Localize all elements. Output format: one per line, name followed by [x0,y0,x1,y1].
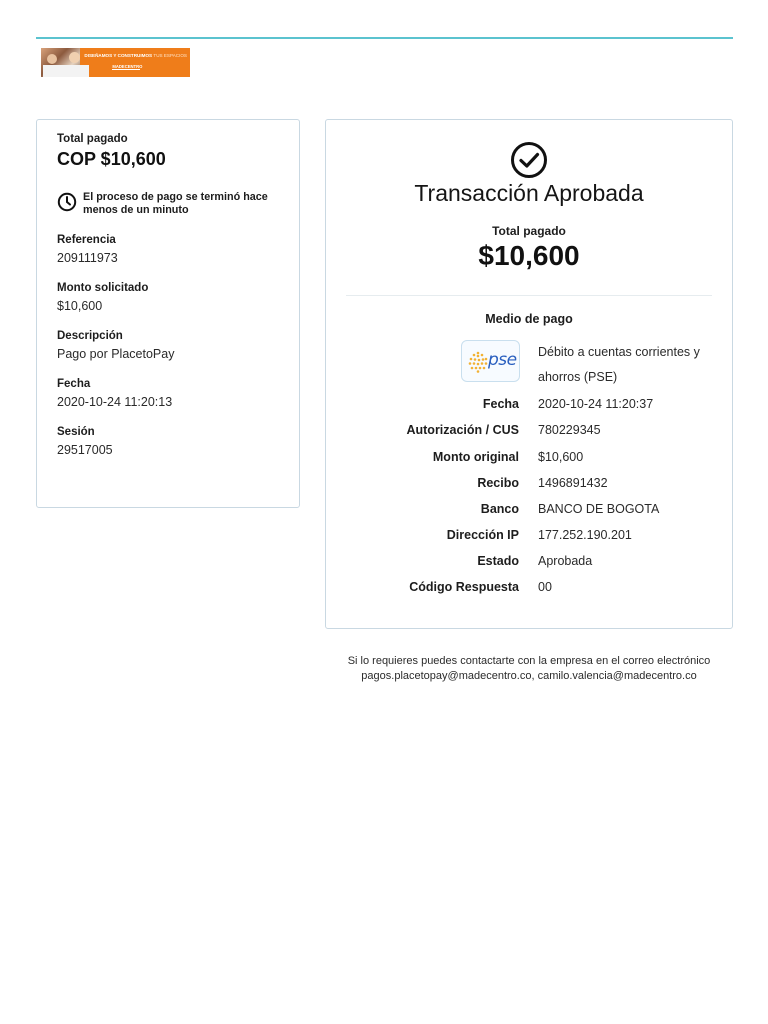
banner-headline: DISEÑAMOS Y CONSTRUIMOS [84,53,153,58]
section-divider [346,295,712,296]
field-reference [57,234,279,265]
banner-headline-light: TUS ESPACIOS [153,53,187,58]
contact-text: Si lo requieres puedes contactarte con la empresa en el correo electrónico [347,655,711,667]
pse-logo-text: pse [488,350,517,370]
field-label: Sesión [57,426,95,438]
field-description [57,330,279,361]
total-paid-value: COP $10,600 [57,149,166,169]
field-session [57,426,279,457]
detail-value: 2020-10-24 11:20:37 [538,397,654,411]
timer-text: El proceso de pago se terminó hace menos de un minuto [83,191,268,216]
clock-icon [57,192,77,212]
contact-emails[interactable]: pagos.placetopay@madecentro.co, camilo.valencia@madecentro.co [361,670,697,682]
detail-label: Estado [477,554,519,568]
detail-label: Banco [480,502,519,516]
field-value: 209111973 [57,251,118,265]
field-value: 2020-10-24 11:20:13 [57,395,173,409]
detail-value: BANCO DE BOGOTA [538,502,660,516]
field-label: Fecha [57,378,91,390]
detail-value: 00 [538,580,552,594]
banner-text [80,48,190,77]
field-label: Descripción [57,330,123,342]
detail-row-date [326,397,732,417]
detail-label: Autorización / CUS [406,423,519,437]
detail-row-status [326,554,732,574]
process-timer [57,191,279,217]
payment-summary-card [36,119,300,508]
detail-value: Aprobada [538,554,593,568]
field-value: 29517005 [57,443,113,457]
detail-row-authorization [326,423,732,443]
check-circle-icon [510,141,548,179]
transaction-result-card [325,119,733,629]
field-requested-amount [57,282,279,313]
detail-label: Monto original [432,450,519,464]
contact-footer [325,654,733,684]
total-paid-label: Total pagado [57,133,128,145]
field-date [57,378,279,409]
result-total-value: $10,600 [478,240,580,271]
transaction-status-title: Transacción Aprobada [414,180,644,206]
merchant-banner [41,48,190,77]
payment-method-label: Medio de pago [485,312,573,326]
detail-row-ip-address [326,528,732,548]
detail-value: 780229345 [538,423,601,437]
field-value: Pago por PlacetoPay [57,347,175,361]
detail-row-original-amount [326,450,732,470]
banner-photo [41,48,80,77]
field-label: Referencia [57,234,116,246]
detail-label: Recibo [477,476,519,490]
detail-row-receipt [326,476,732,496]
banner-brand-logo: MADECENTRO [112,64,143,69]
pse-logo [461,340,520,382]
detail-label: Fecha [482,397,519,411]
field-label: Monto solicitado [57,282,149,294]
pse-dots-icon [468,351,488,373]
detail-label: Dirección IP [446,528,519,542]
payment-method-value: Débito a cuentas corrientes y ahorros (PSE) [538,345,700,384]
header-divider [36,37,733,39]
detail-value: $10,600 [538,450,584,464]
detail-row-bank [326,502,732,522]
detail-label: Código Respuesta [409,580,519,594]
field-value: $10,600 [57,299,103,313]
detail-value: 1496891432 [538,476,608,490]
detail-value: 177.252.190.201 [538,528,632,542]
result-total-label: Total pagado [492,224,566,238]
detail-row-response-code [326,580,732,600]
